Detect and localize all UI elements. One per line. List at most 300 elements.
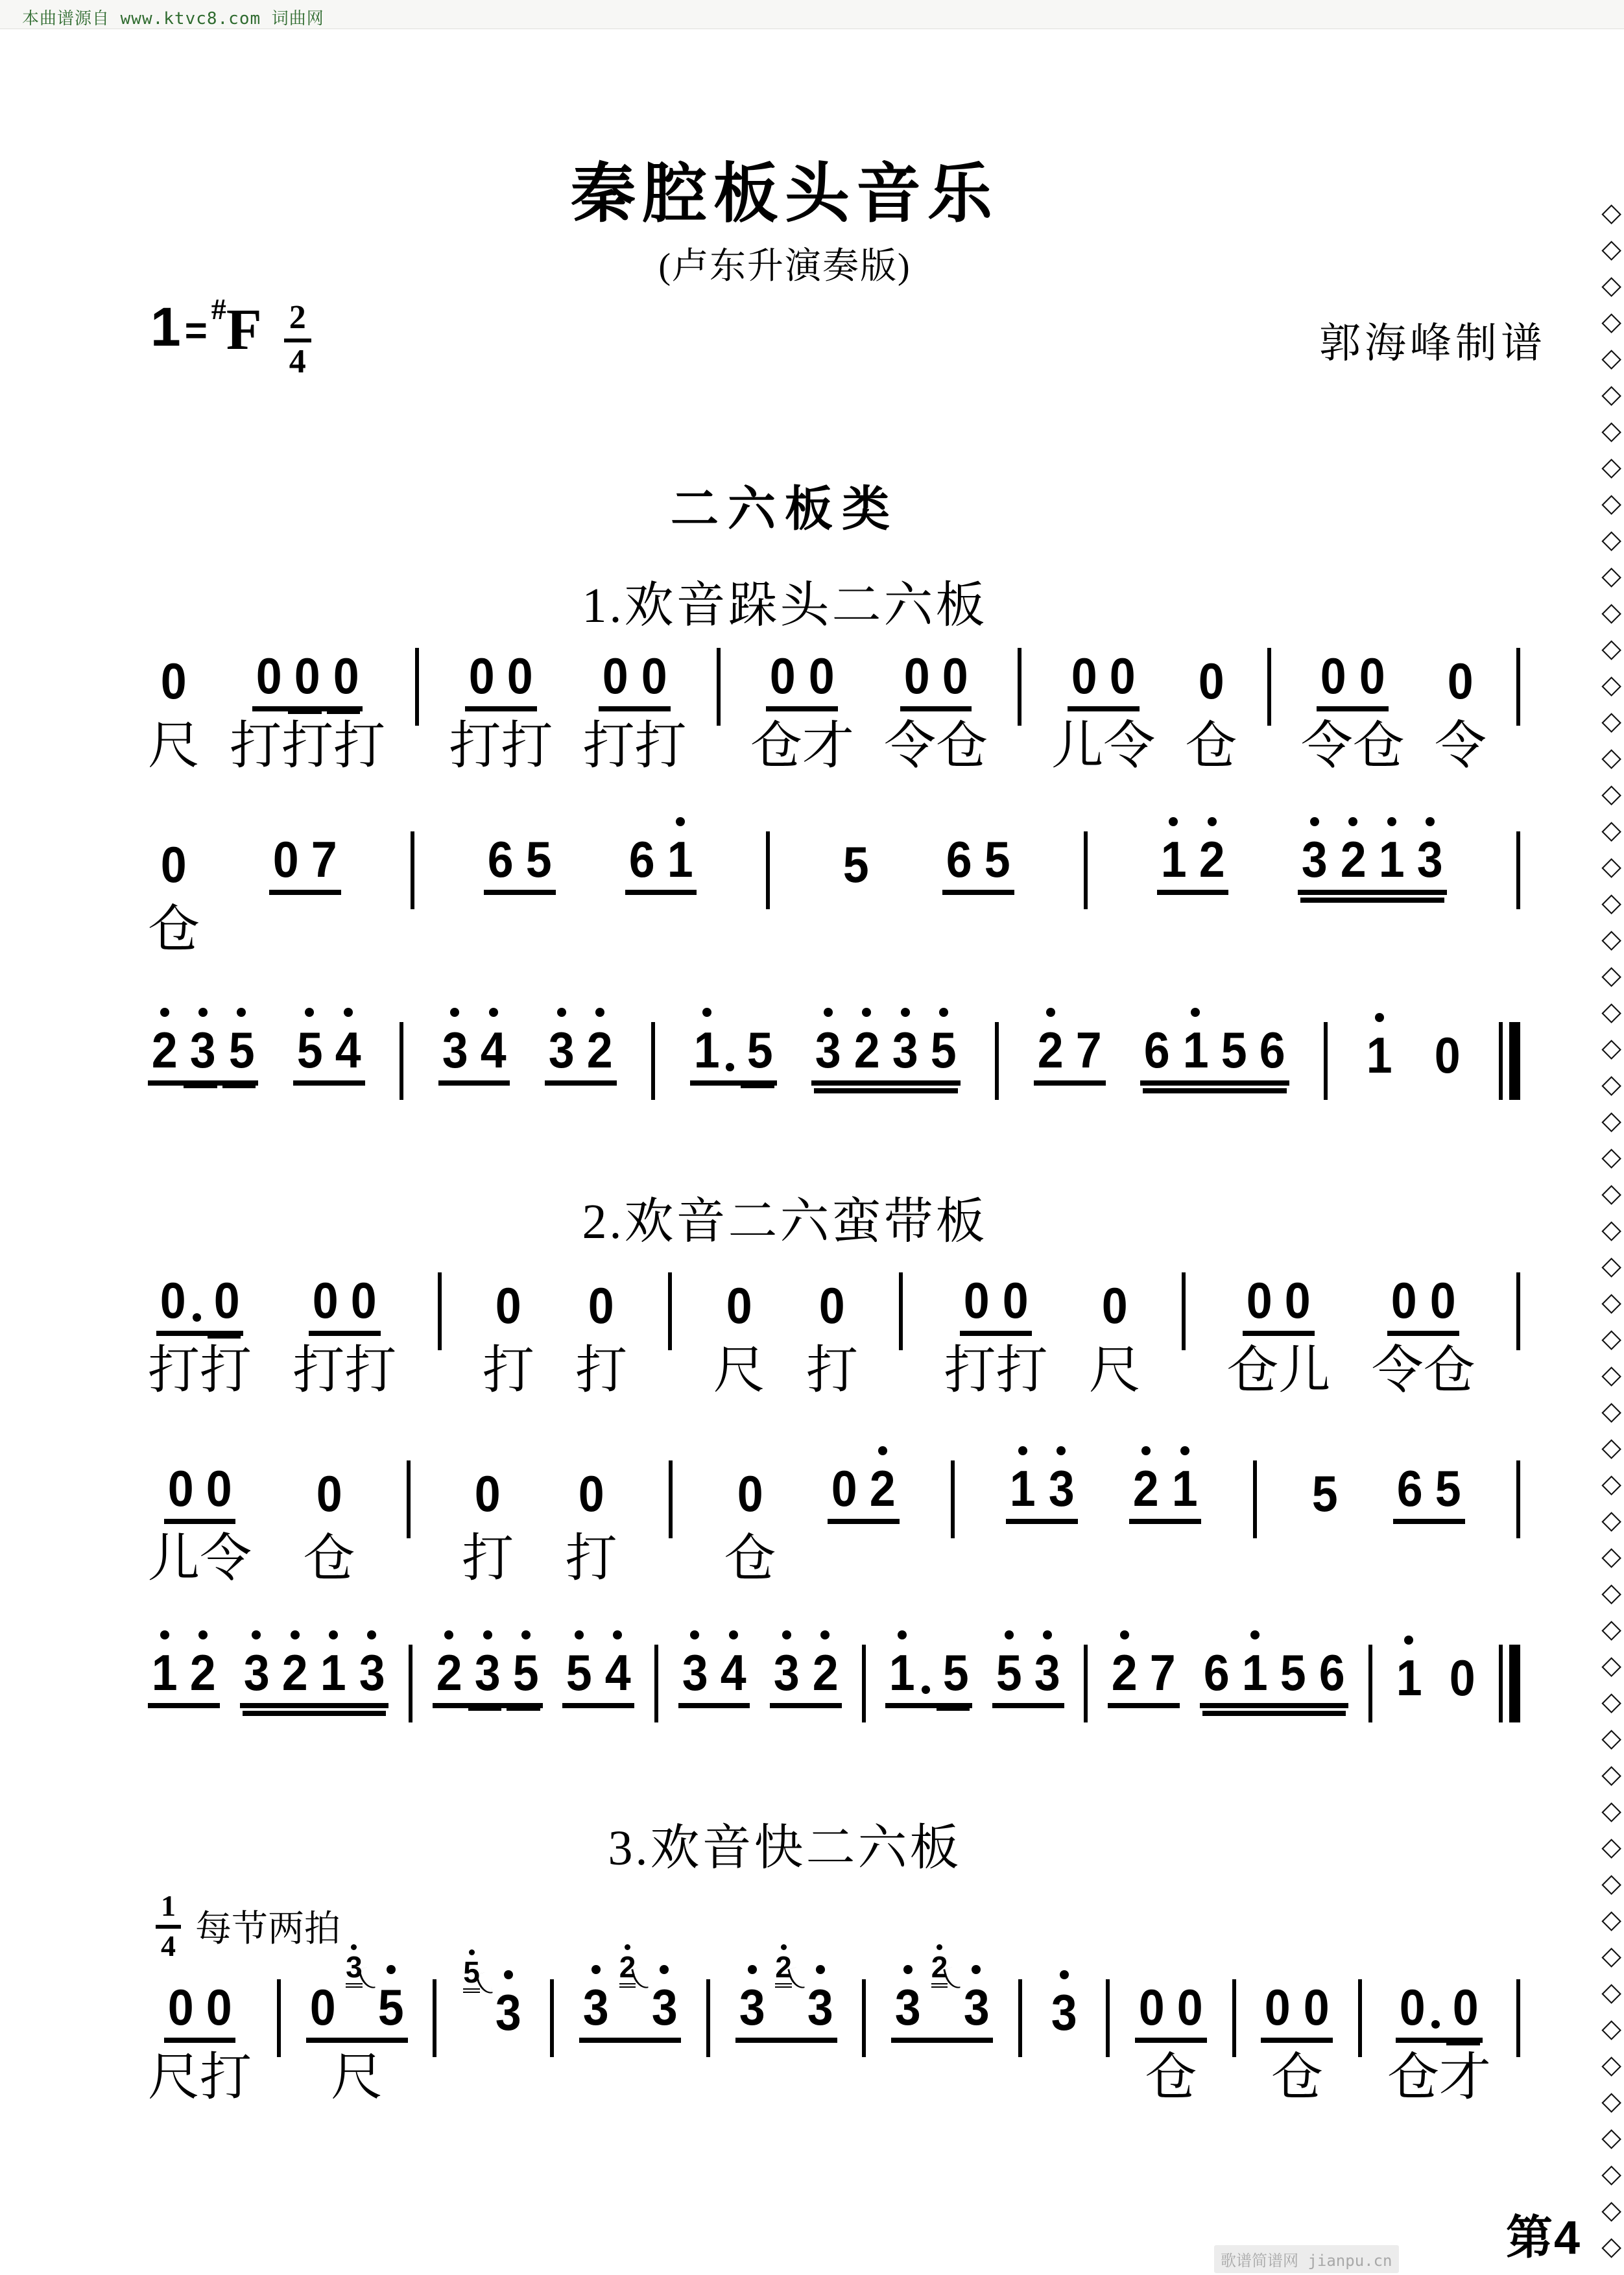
note-digit: 0 — [309, 1979, 336, 2036]
grace-digit: 2 — [775, 1952, 792, 1988]
augmentation-dot — [726, 1063, 734, 1071]
note — [547, 1021, 575, 1078]
note-digit-wrap — [160, 836, 187, 893]
note — [1258, 1021, 1286, 1078]
note — [983, 831, 1011, 888]
note — [945, 831, 973, 888]
note — [1339, 831, 1367, 888]
percussion-syllable: 打 — [575, 1342, 628, 1400]
barline-thick — [1509, 1022, 1520, 1100]
diamond-icon: ◇ — [1601, 561, 1621, 591]
beat-group — [492, 1263, 525, 1336]
diamond-icon: ◇ — [1601, 1542, 1621, 1571]
beat-group — [484, 822, 556, 895]
note-digit: 0 — [312, 1272, 339, 1329]
note — [1311, 1465, 1339, 1522]
octave-dot — [344, 1008, 353, 1017]
note — [1434, 1460, 1462, 1517]
note-digit: 3 — [963, 1979, 990, 2036]
octave-dot — [898, 1630, 907, 1639]
diamond-icon: ◇ — [1601, 924, 1621, 954]
note-digit-wrap — [205, 1979, 233, 2036]
note-digit-wrap — [666, 831, 694, 888]
octave-dot — [489, 1008, 498, 1017]
note — [1451, 1979, 1479, 2036]
note-digit: 2 — [812, 1644, 839, 1701]
beat-group — [1034, 1013, 1106, 1086]
beat-group — [462, 1955, 525, 2043]
note-digit: 0 — [726, 1277, 752, 1334]
note — [903, 647, 931, 704]
note — [565, 1644, 593, 1701]
note — [1138, 1979, 1165, 2036]
octave-dot — [1141, 1446, 1151, 1455]
note — [1433, 1027, 1461, 1084]
note — [891, 1021, 919, 1078]
note-digit: 1 — [889, 1644, 915, 1701]
note-digit: 0 — [737, 1465, 763, 1522]
percussion-syllable — [1366, 903, 1379, 957]
barline — [400, 1022, 403, 1100]
note-digit-wrap — [189, 1644, 217, 1701]
beat-group — [599, 639, 671, 711]
barline — [407, 1460, 411, 1538]
note-group — [462, 1955, 525, 2105]
percussion-syllable — [487, 2051, 500, 2105]
note-digit: 3 — [190, 1021, 217, 1078]
note-digit-wrap — [1143, 1021, 1171, 1078]
note-digit: 1 — [1171, 1460, 1198, 1517]
note — [1143, 1021, 1171, 1078]
diamond-icon: ◇ — [1601, 1723, 1621, 1753]
note-digit: 5 — [1435, 1460, 1461, 1517]
note-digit-wrap — [1110, 1644, 1138, 1701]
note — [486, 831, 514, 888]
note-group — [1226, 1263, 1330, 1398]
note-digit-wrap — [719, 1644, 747, 1701]
note-digit: 0 — [213, 1272, 240, 1329]
octave-dot — [1169, 817, 1178, 826]
note-digit-wrap — [681, 1644, 709, 1701]
barline-thin — [1499, 1022, 1503, 1100]
note-digit-wrap — [1284, 1272, 1311, 1329]
diamond-icon: ◇ — [1601, 779, 1621, 809]
barline — [1324, 1022, 1328, 1100]
diamond-icon: ◇ — [1601, 1251, 1621, 1281]
percussion-syllable — [857, 1532, 870, 1586]
percussion-syllable: 打 — [806, 1342, 858, 1400]
note — [1047, 1460, 1075, 1517]
augmentation-dot — [1431, 2020, 1440, 2029]
note-group — [1135, 1970, 1207, 2105]
note-digit-wrap — [1448, 1649, 1476, 1706]
barline — [862, 1979, 866, 2057]
note-digit: 0 — [167, 1979, 194, 2036]
note-digit-wrap — [725, 1277, 753, 1334]
percussion-syllable — [1422, 1532, 1435, 1586]
note-digit-wrap — [1396, 1460, 1424, 1517]
note-digit: 1 — [1241, 1644, 1268, 1701]
note-group — [1140, 1013, 1289, 1086]
note-digit-wrap — [525, 831, 553, 888]
note-digit-wrap — [1258, 1021, 1286, 1078]
diamond-icon: ◇ — [1601, 1650, 1621, 1680]
note-group — [625, 822, 697, 957]
octave-dot — [1005, 1630, 1014, 1639]
note — [628, 831, 656, 888]
octave-dot — [937, 1944, 942, 1950]
octave-dot — [748, 1965, 757, 1974]
note-digit: 0 — [903, 647, 930, 704]
note-digit-wrap — [228, 1021, 256, 1078]
diamond-icon: ◇ — [1601, 1360, 1621, 1390]
octave-dot — [444, 1630, 453, 1639]
note-digit: 5 — [931, 1021, 957, 1078]
diamond-icon: ◇ — [1601, 888, 1621, 918]
music-line-5 — [148, 1451, 1520, 1586]
diamond-icon: ◇ — [1601, 2086, 1621, 2116]
percussion-syllable: 打打打 — [230, 718, 386, 775]
note-digit-wrap — [903, 647, 931, 704]
beat-group — [1098, 1263, 1131, 1336]
octave-dot — [1120, 1630, 1129, 1639]
percussion-syllable — [624, 2051, 637, 2105]
note — [1318, 1644, 1346, 1701]
note-digit-wrap — [160, 652, 187, 709]
barline — [415, 648, 419, 726]
grace-note — [463, 1949, 480, 1993]
note-digit: 0 — [963, 1272, 990, 1329]
diamond-icon: ◇ — [1601, 452, 1621, 482]
note-digit: 0 — [588, 1277, 615, 1334]
note — [255, 647, 283, 704]
note — [807, 647, 835, 704]
note-digit-wrap — [463, 1955, 522, 2041]
note-digit: 3 — [548, 1021, 575, 1078]
beat-group — [1393, 1451, 1465, 1524]
note — [1110, 1644, 1138, 1701]
percussion-syllable — [1186, 903, 1199, 957]
note-group — [1387, 1970, 1491, 2105]
beat-group — [1446, 1636, 1479, 1708]
note-group — [148, 639, 200, 774]
note-group — [770, 1636, 842, 1708]
note-digit-wrap — [547, 1021, 575, 1078]
note-digit: 5 — [1221, 1021, 1247, 1078]
note-group — [449, 639, 553, 774]
note — [746, 1021, 774, 1078]
note — [243, 1644, 270, 1701]
octave-dot — [591, 1965, 601, 1974]
diamond-icon: ◇ — [1601, 525, 1621, 554]
diamond-icon: ◇ — [1601, 488, 1621, 518]
beat-group — [1195, 639, 1228, 711]
note — [309, 1979, 337, 2036]
beat-group — [722, 1263, 756, 1336]
octave-dot — [1057, 1446, 1066, 1455]
note-digit-wrap — [1358, 647, 1386, 704]
note — [775, 1950, 834, 2036]
grace-digit: 2 — [619, 1952, 636, 1988]
note-digit: 6 — [628, 831, 655, 888]
note-digit-wrap — [1446, 652, 1474, 709]
section-1-title: 1.欢音跺头二六板 — [582, 578, 988, 633]
note — [666, 831, 694, 888]
octave-dot — [1018, 1446, 1027, 1455]
octave-dot — [504, 1970, 513, 1979]
note-digit-wrap — [1339, 831, 1367, 888]
section-3-title: 3.欢音快二六板 — [608, 1821, 962, 1876]
note-digit-wrap — [1429, 1272, 1457, 1329]
note-digit-wrap — [1001, 1272, 1029, 1329]
note-digit-wrap — [309, 1979, 337, 2036]
note-digit-wrap — [167, 1979, 195, 2036]
beat-group — [1261, 1970, 1333, 2043]
diamond-icon: ◇ — [1601, 597, 1621, 627]
beat-group — [1308, 1451, 1341, 1524]
note — [842, 836, 870, 893]
note — [1448, 1649, 1476, 1706]
note — [205, 1460, 233, 1517]
note-digit-wrap — [1197, 652, 1225, 709]
note-digit: 0 — [316, 1465, 342, 1522]
final-barline — [1499, 1022, 1520, 1100]
note-digit-wrap — [586, 1021, 614, 1078]
note-digit: 0 — [161, 652, 187, 709]
note-group — [884, 639, 988, 774]
note — [228, 1021, 256, 1078]
percussion-syllable: 仓 — [303, 1531, 355, 1588]
note — [587, 1277, 615, 1334]
note-digit-wrap — [1241, 1644, 1269, 1701]
barline — [550, 1979, 554, 2057]
note-digit: 2 — [1133, 1460, 1160, 1517]
note-digit: 0 — [641, 647, 667, 704]
note-digit: 3 — [739, 1979, 765, 2036]
note-digit: 0 — [1320, 647, 1346, 704]
note-digit-wrap — [243, 1644, 270, 1701]
note — [473, 1644, 501, 1701]
page-subtitle: (卢东升演奏版) — [658, 246, 911, 287]
diamond-icon: ◇ — [1601, 1796, 1621, 1826]
grace-digit: 5 — [463, 1957, 480, 1993]
note — [941, 647, 969, 704]
note-digit: 3 — [359, 1644, 385, 1701]
diamond-icon: ◇ — [1601, 270, 1621, 300]
note-digit-wrap — [868, 1460, 896, 1517]
note — [525, 831, 553, 888]
note-group — [240, 1636, 389, 1708]
beat-group — [1363, 1013, 1396, 1086]
note — [332, 647, 360, 704]
note-group — [1006, 1451, 1078, 1586]
note-group — [942, 822, 1014, 957]
barline-thin — [1499, 1645, 1503, 1722]
note — [1197, 652, 1225, 709]
note-digit: 6 — [1203, 1644, 1230, 1701]
beat-group — [1157, 822, 1229, 895]
note — [818, 1277, 846, 1334]
note-digit: 2 — [1037, 1021, 1064, 1078]
augmentation-dot — [922, 1685, 930, 1694]
note-digit: 0 — [1434, 1027, 1461, 1084]
note-digit-wrap — [506, 647, 534, 704]
beat-group — [438, 1013, 510, 1086]
note-group — [1298, 822, 1447, 957]
beat-group — [1431, 1013, 1464, 1086]
note-digit: 0 — [1101, 1277, 1128, 1334]
note-digit: 5 — [996, 1644, 1022, 1701]
beat-group — [885, 1636, 972, 1708]
note — [1050, 1984, 1078, 2041]
note — [468, 647, 496, 704]
note-digit-wrap — [1318, 1644, 1346, 1701]
beat-group — [942, 822, 1014, 895]
note-digit: 6 — [1260, 1021, 1286, 1078]
note-digit-wrap — [775, 1950, 834, 2036]
note-digit: 7 — [1076, 1021, 1102, 1078]
octave-dot — [1060, 1970, 1069, 1979]
note — [1132, 1460, 1160, 1517]
beat-group — [678, 1636, 750, 1708]
octave-dot — [824, 1008, 833, 1017]
note-digit-wrap — [494, 1277, 522, 1334]
note-digit: 0 — [1391, 1272, 1417, 1329]
note-digit: 0 — [507, 647, 534, 704]
note-group — [230, 639, 385, 774]
note — [1036, 1021, 1064, 1078]
diamond-icon: ◇ — [1601, 1759, 1621, 1789]
percussion-syllable: 令 — [1434, 718, 1487, 775]
octave-dot — [1375, 1013, 1384, 1022]
tempo-note: 每节两拍 — [195, 1909, 340, 1949]
note-digit: 0 — [1265, 1979, 1291, 2036]
percussion-syllable: 打 — [482, 1342, 534, 1400]
note — [1358, 647, 1386, 704]
note-digit-wrap — [310, 831, 338, 888]
note-digit: 0 — [1303, 1979, 1330, 2036]
percussion-syllable: 儿令 — [148, 1531, 252, 1588]
note-digit-wrap — [167, 1460, 195, 1517]
octave-dot — [939, 1008, 948, 1017]
note-group — [1372, 1263, 1475, 1398]
note — [512, 1644, 540, 1701]
note-digit-wrap — [311, 1272, 339, 1329]
note-digit: 0 — [1429, 1272, 1456, 1329]
note — [640, 647, 668, 704]
note-digit: 5 — [566, 1644, 593, 1701]
note-digit: 6 — [1396, 1460, 1423, 1517]
note-group — [1431, 1013, 1464, 1086]
note-digit: 0 — [1198, 652, 1224, 709]
diamond-icon: ◇ — [1601, 706, 1621, 736]
note — [888, 1644, 931, 1701]
note-group — [690, 1013, 777, 1086]
note-digit-wrap — [205, 1460, 233, 1517]
note — [1416, 831, 1444, 888]
note — [150, 1644, 178, 1701]
note-digit-wrap — [332, 647, 360, 704]
beat-group — [1006, 1451, 1078, 1524]
note-digit-wrap — [1395, 1649, 1423, 1706]
note-digit-wrap — [736, 1465, 764, 1522]
diamond-icon: ◇ — [1601, 1215, 1621, 1245]
barline — [1516, 1460, 1520, 1538]
diamond-icon: ◇ — [1601, 1106, 1621, 1136]
note — [473, 1465, 501, 1522]
note — [577, 1465, 605, 1522]
note-digit-wrap — [929, 1021, 957, 1078]
grace-note — [775, 1944, 792, 1988]
note-digit: 0 — [1138, 1979, 1165, 2036]
note-group — [678, 1636, 750, 1708]
note-group — [1363, 1013, 1396, 1086]
octave-dot — [557, 1008, 566, 1017]
beat-group — [992, 1636, 1064, 1708]
beat-group — [313, 1451, 346, 1524]
diamond-icon: ◇ — [1601, 2050, 1621, 2080]
note-group — [148, 1636, 220, 1708]
note-digit: 6 — [1319, 1644, 1345, 1701]
note-group — [579, 1950, 681, 2105]
note-group — [269, 822, 341, 957]
note-digit-wrap — [1182, 1021, 1210, 1078]
diamond-icon: ◇ — [1601, 1178, 1621, 1208]
note-digit: 5 — [377, 1979, 404, 2036]
diamond-icon: ◇ — [1601, 2123, 1621, 2152]
beat-group — [770, 1636, 842, 1708]
note — [1176, 1979, 1204, 2036]
beat-group — [625, 822, 697, 895]
note-digit-wrap — [983, 831, 1011, 888]
note-digit: 4 — [480, 1021, 507, 1078]
key-note: F — [226, 298, 262, 362]
diamond-icon: ◇ — [1601, 1505, 1621, 1535]
beat-group — [156, 1263, 243, 1336]
beat-group — [433, 1636, 543, 1708]
note — [1171, 1460, 1199, 1517]
beat-group — [1200, 1636, 1349, 1708]
percussion-syllable: 仓 — [1145, 2049, 1197, 2106]
note-group — [1047, 1970, 1081, 2105]
beat-group — [1387, 1263, 1459, 1336]
note-digit-wrap — [213, 1272, 241, 1329]
note — [189, 1644, 217, 1701]
note-digit: 2 — [869, 1460, 896, 1517]
barline — [438, 1272, 442, 1350]
note — [931, 1950, 990, 2036]
note — [853, 1021, 881, 1078]
barline — [1267, 648, 1271, 726]
note-digit-wrap — [842, 836, 870, 893]
beat-group — [735, 1950, 837, 2043]
barline — [1516, 831, 1520, 909]
note-digit: 1 — [1366, 1027, 1392, 1084]
note-digit: 0 — [206, 1979, 232, 2036]
note-group — [562, 1636, 634, 1708]
note — [1075, 1021, 1103, 1078]
note-group — [545, 1013, 617, 1086]
section-group-title: 二六板类 — [671, 482, 899, 536]
footer-watermark: 歌谱简谱网 jianpu.cn — [1214, 2245, 1399, 2273]
octave-dot — [198, 1630, 208, 1639]
note-digit-wrap — [441, 1021, 469, 1078]
note-digit-wrap — [1009, 1460, 1036, 1517]
percussion-syllable: 令仓 — [1300, 718, 1405, 775]
note — [319, 1644, 347, 1701]
note-digit-wrap — [1108, 647, 1136, 704]
note-digit-wrap — [319, 1644, 347, 1701]
